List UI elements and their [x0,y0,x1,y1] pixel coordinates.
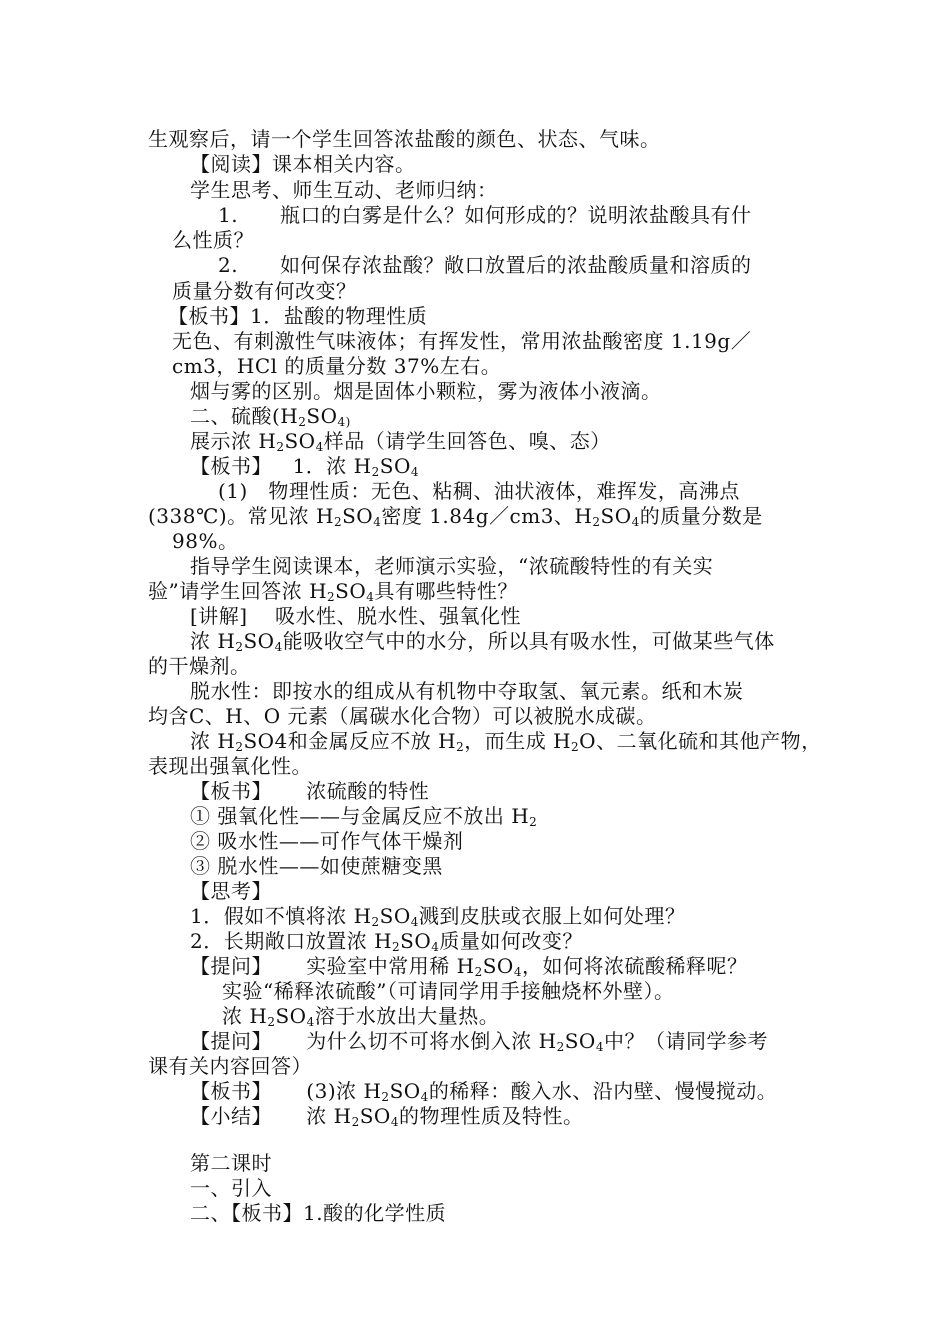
list-item: ① 强氧化性——与金属反应不放出 $H_2$ [190,804,538,829]
paragraph-line: 验”请学生回答浓 $H_2SO_4$具有哪些特性？ [148,579,518,604]
paragraph-line: 均含C、H、O 元素（属碳水化合物）可以被脱水成碳。 [148,704,657,728]
paragraph-line: 脱水性：即按水的组成从有机物中夺取氢、氧元素。纸和木炭 [190,679,744,703]
question-2-number: 2. [218,253,239,277]
board-heading: 【板书】 浓硫酸的特性 [190,779,430,803]
paragraph-line: 无色、有刺激性气味液体；有挥发性，常用浓盐酸密度 1.19g／ [172,329,752,353]
paragraph-line: 质量分数有何改变？ [172,279,357,303]
paragraph-line: 的干燥剂。 [148,654,251,678]
question-heading: 【提问】 实验室中常用稀 $H_2SO_4$，如何将浓硫酸稀释呢？ [190,954,748,979]
lecture-heading: [讲解] 吸水性、脱水性、强氧化性 [190,604,522,628]
list-item: 2．长期敞口放置浓 $H_2SO_4$质量如何改变？ [190,929,583,954]
question-2-text: 如何保存浓盐酸？敞口放置后的浓盐酸质量和溶质的 [280,253,752,277]
board-heading: 【板书】 (3)浓 $H_2SO_4$的稀释：酸入水、沿内壁、慢慢搅动。 [190,1079,778,1104]
paragraph-line: 烟与雾的区别。烟是固体小颗粒，雾为液体小液滴。 [190,379,662,403]
question-heading: 【提问】 为什么切不可将水倒入浓 $H_2SO_4$中？（请同学参考 [190,1029,768,1054]
paragraph-line: 表现出强氧化性。 [148,754,312,778]
paragraph-line: 实验“稀释浓硫酸”（可请同学用手接触烧杯外壁）。 [222,979,675,1003]
lesson-heading: 第二课时 [190,1151,272,1175]
paragraph-line: 学生思考、师生互动、老师归纳： [190,178,498,202]
reading-heading: 【阅读】课本相关内容。 [190,152,416,176]
paragraph-line: 课有关内容回答） [148,1054,312,1078]
paragraph-line: 浓 $H_2SO_4$能吸收空气中的水分，所以具有吸水性，可做某些气体 [190,629,775,654]
paragraph-line: 浓 $H_2SO4$和金属反应不放 $H_2$，而生成 $H_2O$、二氧化硫和其他产物， [190,729,822,754]
list-item: ② 吸水性——可作气体干燥剂 [190,829,464,853]
paragraph-line: 指导学生阅读课本，老师演示实验，“浓硫酸特性的有关实 [190,554,714,578]
paragraph-line: 98%。 [172,529,239,553]
summary-heading: 【小结】 浓 $H_2SO_4$的物理性质及特性。 [190,1104,584,1129]
paragraph-line: cm3，HCl 的质量分数 37%左右。 [172,354,502,378]
list-item: 1．假如不慎将浓 $H_2SO_4$溅到皮肤或衣服上如何处理？ [190,904,686,929]
question-1-text: 瓶口的白雾是什么？如何形成的？说明浓盐酸具有什 [280,203,752,227]
paragraph-line: 浓 $H_2SO_4$溶于水放出大量热。 [222,1004,500,1029]
section-heading: 一、引入 [190,1176,272,1200]
paragraph-line: (1) 物理性质：无色、粘稠、油状液体，难挥发，高沸点 [218,479,740,503]
question-1-number: 1. [218,203,239,227]
section-heading: 二、硫酸($H_2SO_{4)}$ [190,404,351,429]
board-heading: 【板书】 1．浓 $H_2SO_4$ [190,454,419,479]
paragraph-line: 展示浓 $H_2SO_4$样品（请学生回答色、嗅、态） [190,429,611,454]
paragraph-line: (338℃)。常见浓 $H_2SO_4$密度 1.84g／cm3、$H_2SO_4$的质量分数是 [148,504,763,529]
board-heading: 【板书】1．盐酸的物理性质 [168,304,428,328]
list-item: ③ 脱水性——如使蔗糖变黑 [190,854,443,878]
paragraph-line: 么性质？ [172,228,254,252]
paragraph-line: 生观察后，请一个学生回答浓盐酸的颜色、状态、气味。 [148,127,661,151]
thinking-heading: 【思考】 [190,879,272,903]
section-heading: 二、【板书】1.酸的化学性质 [190,1201,447,1225]
